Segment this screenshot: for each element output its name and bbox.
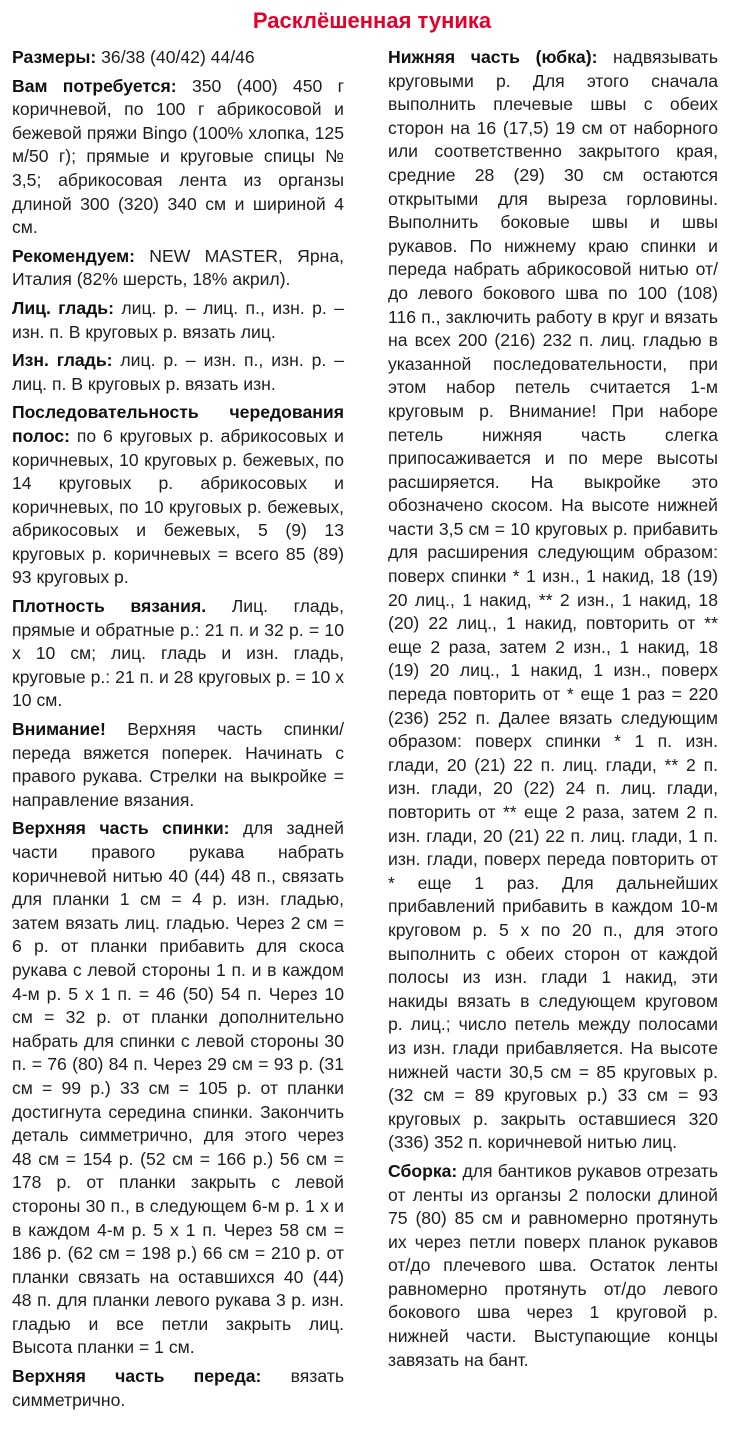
- paragraph-text: NEW MASTER, Ярна, Италия (82% шерсть, 18% акрил).: [12, 245, 344, 290]
- paragraph-stripe-sequence: [12, 401, 344, 590]
- paragraph-skirt: [388, 46, 718, 1155]
- paragraph-text: 350 (400) 450 г коричневой, по 100 г абрикосовой и бежевой пряжи Bingo (100% хлопка, 125 м/50 г); прямые и круговые спицы № 3,5; абрикосовая лента из органзы длиной 300 (320) 340 см и шириной 4 см.: [12, 75, 344, 238]
- right-column: [388, 46, 718, 1377]
- paragraph-heading: Рекомендуем:: [12, 245, 135, 266]
- paragraph-assembly: [388, 1160, 718, 1372]
- paragraph-front-upper: [12, 1365, 344, 1412]
- paragraph-text: для задней части правого рукава набрать коричневой нитью 40 (44) 48 п., связать для планки 1 см = 4 р. изн. гладью, затем вязать лиц. гладью. Через 2 см = 6 р. от планки прибавить для скоса рукава с левой стороны 1 п. и в каждом 4-м р. 5 х 1 п. = 46 (50) 54 п. Через 10 см = 32 р. от планки дополнительно набрать для спинки с левой стороны 30 п. = 76 (80) 84 п. Через 29 см = 93 р. (31 см = 99 р.) 33 см = 105 р. от планки достигнута середина спинки. Закончить деталь симметрично, для этого через 48 см = 154 р. (52 см = 166 р.) 56 см = 178 р. от планки закрыть с левой стороны 30 п., в следующем 6-м р. 1 х и в каждом 4-м р. 5 х 1 п. Через 58 см = 186 р. (62 см = 198 р.) 66 см = 210 р. от планки связать на оставшихся 40 (44) 48 п. для планки левого рукава 3 р. изн. гладью и все петли закрыть лиц. Высота планки = 1 см.: [12, 818, 344, 1358]
- paragraph-heading: Изн. гладь:: [12, 350, 113, 371]
- article-title: Расклёшенная туника: [252, 8, 492, 33]
- paragraph-text: вязать симметрично.: [12, 1366, 344, 1410]
- paragraph-text: по 6 круговых р. абрикосовых и коричневых, 10 круговых р. бежевых, по 14 круговых р. абрикосовых и коричневых, по 10 круговых р. бежевых, абрикосовых и бежевых, 5 (9) 13 круговых р. коричневых = всего 85 (89) 93 круговых р.: [12, 425, 344, 588]
- paragraph-heading: Внимание!: [12, 719, 106, 740]
- paragraph-knit-stitch: [12, 297, 344, 344]
- paragraph-text: для бантиков рукавов отрезать от ленты из органзы 2 полоски длиной 75 (80) 85 см и равномерно протянуть их через петли поверх планок рукавов от/до плечевого шва. Остаток ленты равномерно протянуть от/до левого бокового шва через 1 круговой р. нижней части. Выступающие концы завязать на бант.: [388, 1160, 718, 1370]
- paragraph-text: Верхняя часть спинки/переда вяжется поперек. Начинать с правого рукава. Стрелки на выкройке = направление вязания.: [12, 719, 344, 810]
- paragraph-heading: Лиц. гладь:: [12, 297, 114, 318]
- paragraph-heading: Сборка:: [388, 1160, 458, 1181]
- paragraph-heading: Нижняя часть (юбка):: [388, 47, 598, 67]
- paragraph-heading: Размеры:: [12, 47, 97, 67]
- paragraph-gauge: [12, 595, 344, 713]
- paragraph-sizes: [12, 46, 344, 70]
- paragraph-text: Лиц. гладь, прямые и обратные р.: 21 п. и 32 р. = 10 х 10 см; лиц. гладь и изн. гладь, круговые р.: 21 п. и 28 круговых р. = 10 х 10 см.: [12, 596, 344, 711]
- paragraph-purl-stitch: [12, 349, 344, 396]
- paragraph-heading: Верхняя часть переда:: [12, 1366, 262, 1387]
- paragraph-heading: Вам потребуется:: [12, 75, 177, 96]
- paragraph-attention: [12, 718, 344, 812]
- paragraph-text: лиц. р. – лиц. п., изн. р. – изн. п. В круговых р. вязать лиц.: [12, 297, 344, 342]
- paragraph-heading: Плотность вязания.: [12, 596, 207, 617]
- paragraph-text: лиц. р. – изн. п., изн. р. – лиц. п. В круговых р. вязать изн.: [12, 350, 344, 394]
- paragraph-heading: Последовательность чередования полос:: [12, 402, 344, 446]
- paragraph-materials: [12, 75, 344, 240]
- left-column: [12, 46, 344, 1417]
- paragraph-heading: Верхняя часть спинки:: [12, 818, 230, 839]
- paragraph-recommend: [12, 245, 344, 292]
- paragraph-text: надвязывать круговыми р. Для этого сначала выполнить плечевые швы с обеих сторон на 16 (17,5) 19 см от наборного или соответственно закрытого края, средние 28 (29) 30 см остаются открытыми для выреза горловины. Выполнить боковые швы и швы рукавов. По нижнему краю спинки и переда набрать абрикосовой нитью от/до левого бокового шва по 100 (108) 116 п., заключить работу в круг и вязать на всех 200 (216) 232 п. лиц. гладью в указанной последовательности, при этом набор петель считается 1-м круговым р. Внимание! При наборе петель нижняя часть слегка припосаживается и по мере высоты расширяется. На выкройке это обозначено скосом. На высоте нижней части 3,5 см = 10 круговых р. прибавить для расширения следующим образом: поверх спинки * 1 изн., 1 накид, 18 (19) 20 лиц., 1 накид, ** 2 изн., 1 накид, 18 (20) 22 лиц., 1 накид, повторить от ** еще 2 раза, затем 2 изн., 1 накид, 18 (19) 20 лиц., 1 накид, 1 изн., поверх переда повторить от * еще 1 раз = 220 (236) 252 п. Далее вязать следующим образом: поверх спинки * 1 п. изн. глади, 20 (21) 22 п. лиц. глади, ** 2 п. изн. глади, 20 (22) 24 п. лиц. глади, повторить от ** еще 2 раза, затем 2 п. изн. глади, 20 (21) 22 п. лиц. глади, 1 п. изн. глади, поверх переда повторить от * еще 1 раз. Для дальнейших прибавлений прибавить в каждом 10-м круговом р. 5 х по 20 п., для этого выполнить с обеих сторон от каждой полосы из изн. глади 1 накид, эти накиды вязать в следующем круговом р. лиц.; число петель между полосами из изн. глади прибавляется. На высоте нижней части 30,5 см = 85 круговых р. (32 см = 89 круговых р.) 33 см = 93 круговых р. закрыть оставшиеся 320 (336) 352 п. коричневой нитью лиц.: [388, 47, 718, 1153]
- paragraph-back-upper: [12, 817, 344, 1360]
- paragraph-text: 36/38 (40/42) 44/46: [96, 47, 255, 67]
